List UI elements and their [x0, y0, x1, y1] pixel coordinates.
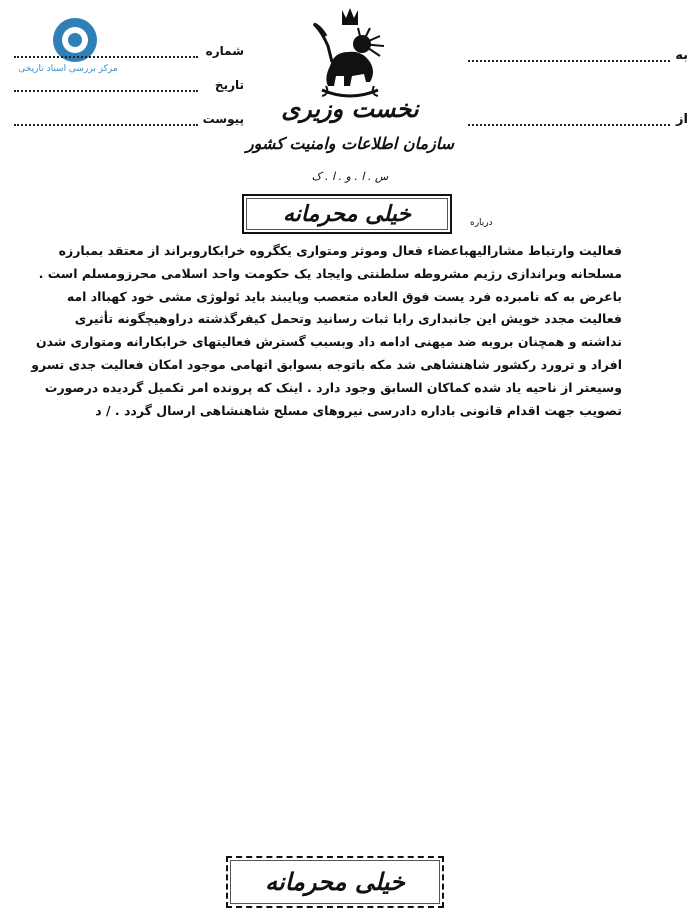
date-label: تاریخ: [214, 78, 244, 92]
number-dotted-line: [14, 56, 198, 58]
body-line: افراد و ترورد رکشور شاهنشاهی شد مکه باتوجه بسوابق اتهامی موجود امکان فعالیت جدی تسرو: [31, 356, 622, 372]
classification-stamp-bottom: خیلی محرمانه: [226, 856, 444, 908]
lion-and-sun-emblem-icon: [300, 6, 400, 106]
attachment-dotted-line: [14, 124, 198, 126]
attachment-label: پیوست: [202, 112, 244, 126]
to-dotted-line: [468, 60, 670, 62]
body-line: تصویب جهت اقدام قانونی باداره دادرسی نیروهای مسلح شاهنشاهی ارسال گردد . / د: [95, 402, 622, 418]
from-field: [468, 112, 688, 132]
body-line: فعالیت وارتباط مشارالیهباعضاء فعال وموثر ومتواری یکگروه خرابکاروبراند از معتقد بمبارزه: [58, 243, 622, 258]
body-line: نداشته و همچنان بروبه ضد میهنی ادامه داد وبسبب گسترش فعالیتهای خرابکارانه ومتواری شدن: [35, 334, 622, 350]
watermark-caption: مرکز بررسی اسناد تاریخی: [18, 64, 118, 74]
organization-code: س . ا . و . ا . ک: [311, 170, 389, 183]
subject-label: درباره: [470, 218, 493, 228]
to-label: به: [675, 48, 688, 63]
date-field: [14, 78, 244, 98]
number-label: شماره: [205, 44, 244, 58]
from-label: از: [676, 112, 688, 127]
attachment-field: [14, 112, 244, 132]
from-dotted-line: [468, 124, 670, 126]
body-line: وسیعتر از ناحیه یاد شده کماکان السابق وجود دارد . اینک که پرونده امر تکمیل گردیده درصورت: [44, 379, 622, 395]
body-line: مسلحانه وبراندازی رژیم مشروطه سلطنتی وایجاد یک حکومت واحد اسلامی محرزومسلم است .: [38, 265, 622, 281]
body-line: فعالیت مجدد خویش این جانبداری رابا ثبات رسانید وتحمل کیفرگذشته دراوهیچگونه تأثیری: [74, 311, 622, 327]
to-field: [468, 48, 688, 68]
number-field: [14, 44, 244, 64]
letter-body: [22, 240, 622, 422]
letterhead-title: نخست وزیری: [281, 94, 419, 123]
date-dotted-line: [14, 90, 198, 92]
organization-name: سازمان اطلاعات وامنیت کشور: [245, 134, 455, 153]
classification-stamp-top: خیلی محرمانه: [242, 194, 452, 234]
body-line: باعرض به که نامبرده فرد یست فوق العاده متعصب وپایبند باید ئولوژی مشی خود کهبااد امه: [66, 288, 622, 304]
